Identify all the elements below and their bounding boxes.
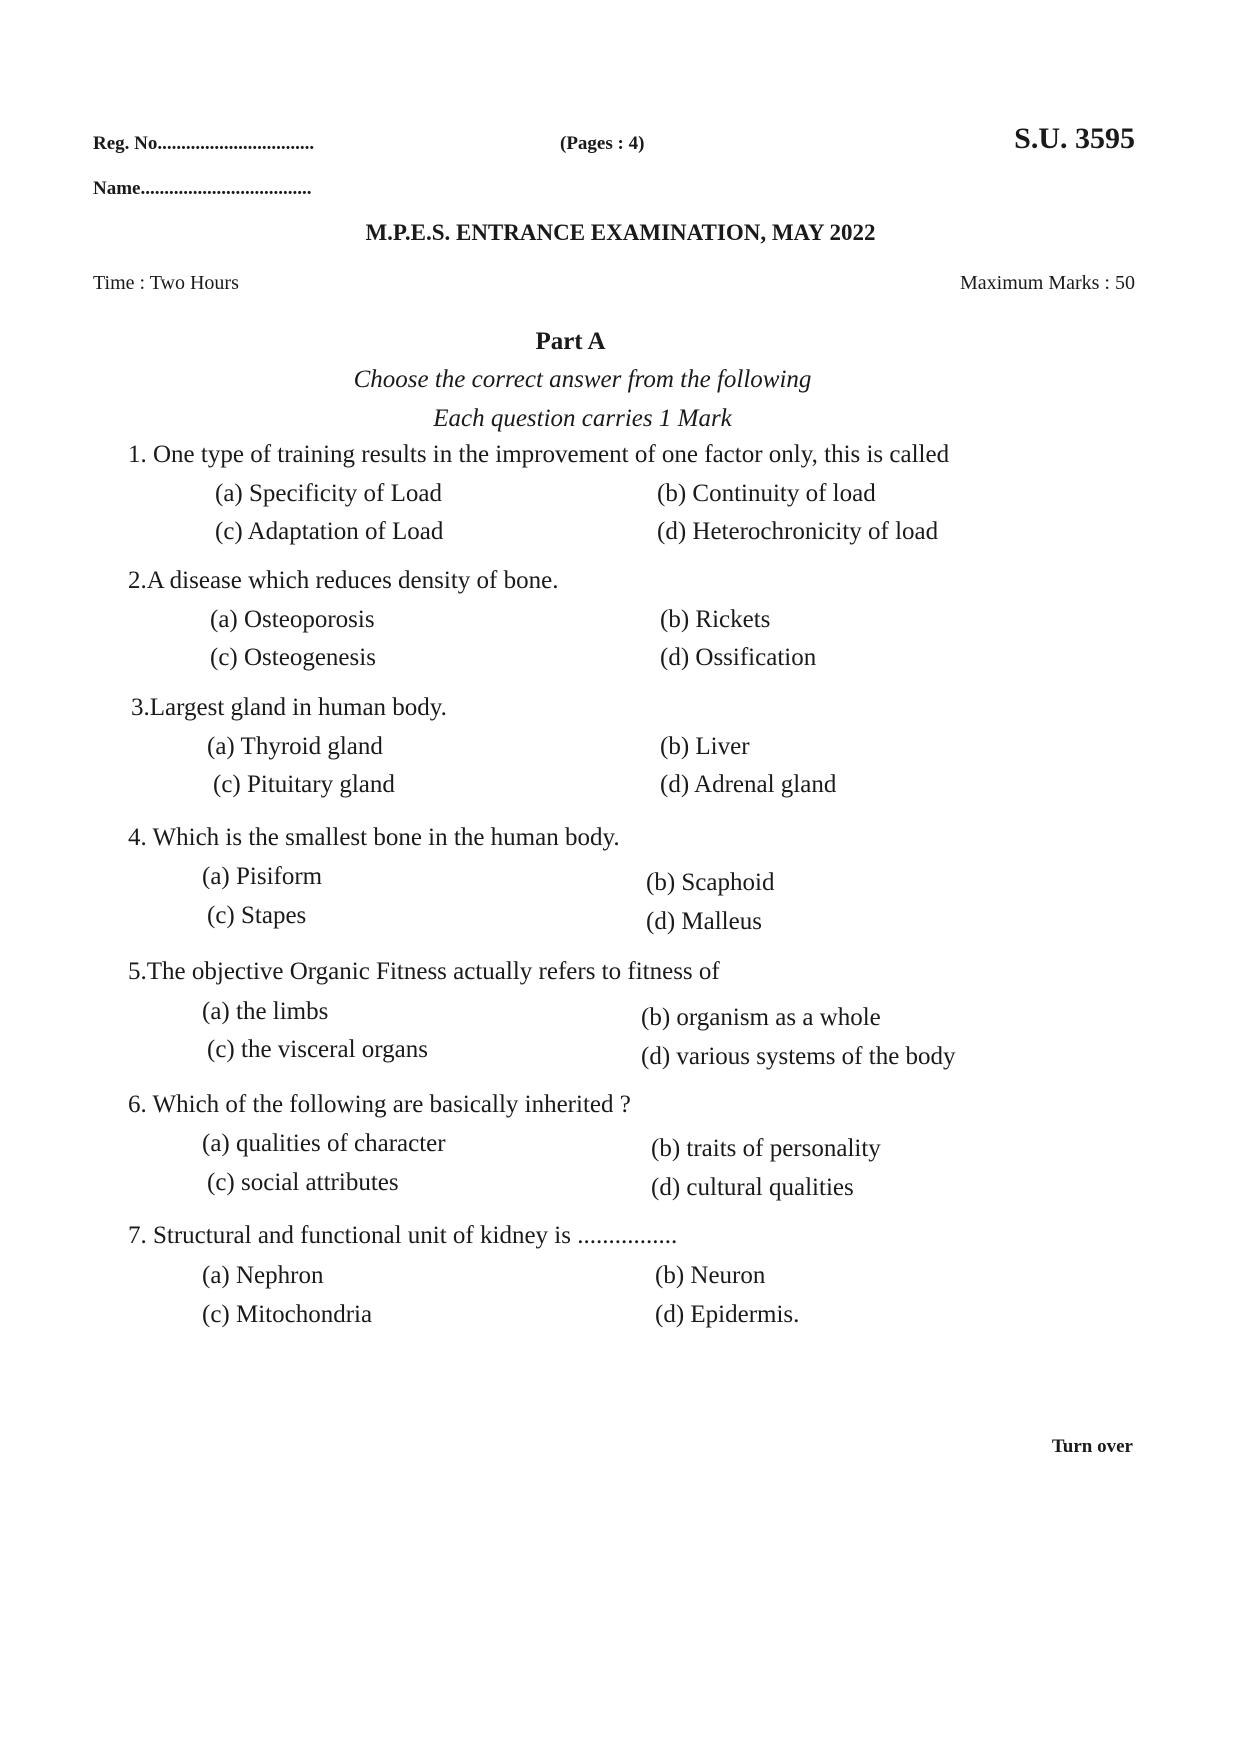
instruction-line-1: Choose the correct answer from the following <box>353 366 812 393</box>
pages-count: (Pages : 4) <box>560 133 645 154</box>
q1-option-c: (c) Adaptation of Load <box>215 518 444 545</box>
q2-option-d: (d) Ossification <box>660 644 817 671</box>
q2-option-c: (c) Osteogenesis <box>210 644 376 671</box>
q5-option-c: (c) the visceral organs <box>207 1036 428 1063</box>
q6-option-c: (c) social attributes <box>207 1169 399 1196</box>
q2-option-a: (a) Osteoporosis <box>210 606 375 633</box>
q2-option-b: (b) Rickets <box>660 606 771 633</box>
question-2: 2.A disease which reduces density of bone. <box>128 567 559 594</box>
q3-option-c: (c) Pituitary gland <box>213 771 395 798</box>
q4-option-b: (b) Scaphoid <box>646 869 775 896</box>
q7-option-b: (b) Neuron <box>655 1262 766 1289</box>
q5-option-d: (d) various systems of the body <box>641 1043 956 1070</box>
question-3: 3.Largest gland in human body. <box>131 694 447 721</box>
q6-option-b: (b) traits of personality <box>651 1135 881 1162</box>
question-7: 7. Structural and functional unit of kidney is ................ <box>128 1222 678 1249</box>
instruction-line-2: Each question carries 1 Mark <box>433 405 732 432</box>
q4-option-a: (a) Pisiform <box>202 863 323 890</box>
q4-option-c: (c) Stapes <box>207 902 307 929</box>
q5-option-a: (a) the limbs <box>202 998 329 1025</box>
q4-option-d: (d) Malleus <box>646 908 762 935</box>
q7-option-a: (a) Nephron <box>202 1262 324 1289</box>
exam-time: Time : Two Hours <box>93 272 239 294</box>
q3-option-a: (a) Thyroid gland <box>207 733 383 760</box>
question-5: 5.The objective Organic Fitness actually refers to fitness of <box>128 958 720 985</box>
q1-option-a: (a) Specificity of Load <box>215 480 442 507</box>
exam-title: M.P.E.S. ENTRANCE EXAMINATION, MAY 2022 <box>365 220 876 245</box>
question-6: 6. Which of the following are basically inherited ? <box>128 1091 631 1118</box>
q7-option-d: (d) Epidermis. <box>655 1301 800 1328</box>
q5-option-b: (b) organism as a whole <box>641 1004 881 1031</box>
paper-code: S.U. 3595 <box>1014 122 1135 155</box>
q1-option-b: (b) Continuity of load <box>657 480 876 507</box>
q3-option-d: (d) Adrenal gland <box>660 771 837 798</box>
q7-option-c: (c) Mitochondria <box>202 1301 373 1328</box>
question-4: 4. Which is the smallest bone in the human body. <box>128 824 620 851</box>
q6-option-d: (d) cultural qualities <box>651 1174 854 1201</box>
part-title: Part A <box>535 328 606 355</box>
q3-option-b: (b) Liver <box>660 733 750 760</box>
reg-no-field: Reg. No................................. <box>93 133 315 154</box>
max-marks: Maximum Marks : 50 <box>960 272 1135 294</box>
q6-option-a: (a) qualities of character <box>202 1130 446 1157</box>
turn-over-note: Turn over <box>1051 1436 1133 1457</box>
question-1: 1. One type of training results in the improvement of one factor only, this is called <box>128 441 950 468</box>
name-field: Name.................................... <box>93 178 312 199</box>
q1-option-d: (d) Heterochronicity of load <box>657 518 939 545</box>
